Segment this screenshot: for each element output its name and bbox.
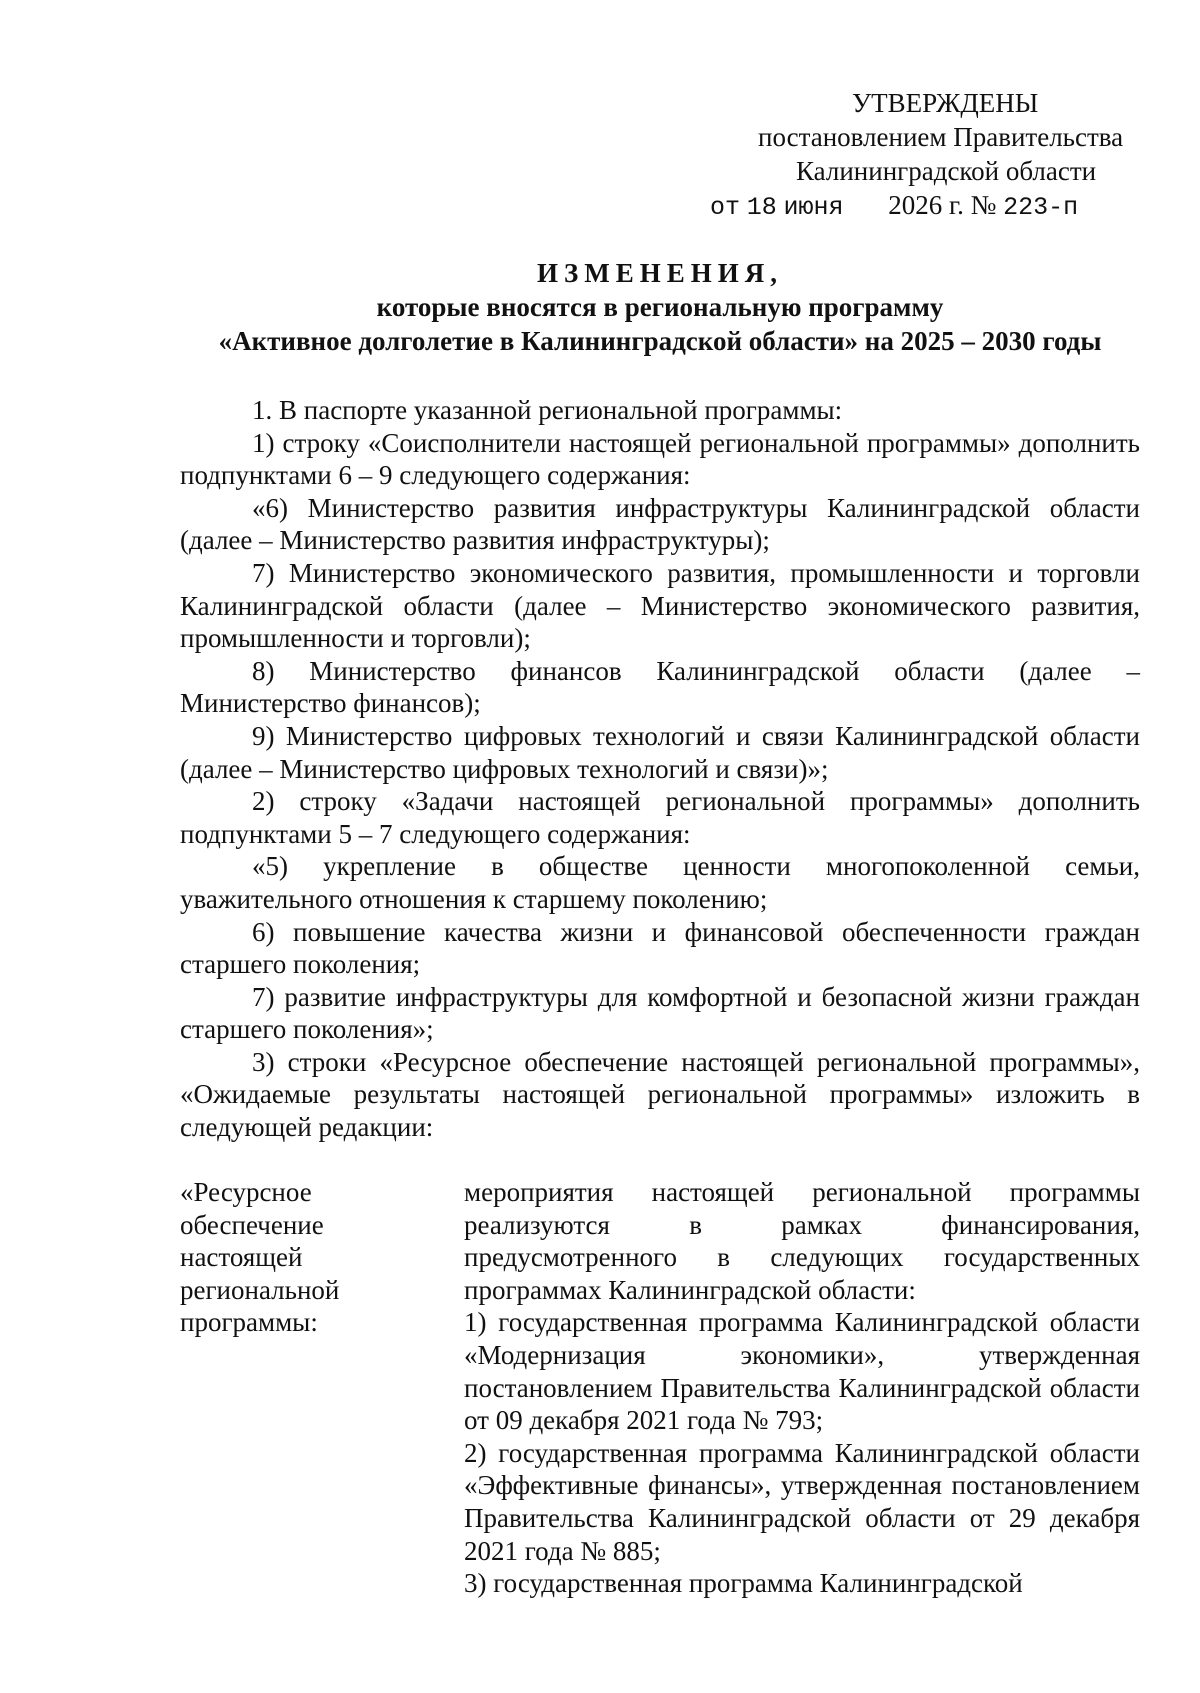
value-paragraph: 3) государственная программа Калининградской — [464, 1568, 1023, 1599]
date-year: 2026 г. № — [888, 190, 997, 220]
label-line: настоящей — [180, 1242, 303, 1273]
label-line: региональной — [180, 1274, 340, 1305]
heading-subtitle: которые вносятся в региональную программу — [376, 292, 944, 322]
value-paragraph: 2) государственная программа Калининградской области «Эффективные финансы», утвержденная постановлением Правительства Калининградской области от 29 декабря 2021 года № 885; — [464, 1437, 1140, 1566]
document-number: 223-п — [1003, 193, 1079, 222]
paragraph: «5) укрепление в обществе ценности многопоколенной семьи, уважительного отношения к старшему поколению; — [180, 851, 1140, 914]
paragraph: 8) Министерство финансов Калининградской области (далее – Министерство финансов); — [180, 655, 1140, 719]
approval-line: постановлением Правительства — [758, 122, 1124, 152]
heading-title: ИЗМЕНЕНИЯ, — [536, 258, 783, 288]
paragraph: «6) Министерство развития инфраструктуры Калининградской области (далее – Министерство развития инфраструктуры); — [180, 492, 1140, 556]
approval-block — [700, 86, 1130, 225]
document-heading — [180, 256, 1140, 358]
value-paragraph: 1) государственная программа Калининградской области «Модернизация экономики», утвержденная постановлением Правительства Калининградской области от 09 декабря 2021 года № 793; — [464, 1307, 1140, 1436]
value-paragraph: мероприятия настоящей региональной программы реализуются в рамках финансирования, предусмотренного в следующих государственных программах Калининградской области: — [464, 1177, 1140, 1305]
approval-date-line — [700, 188, 1130, 225]
label-line: «Ресурсное — [180, 1177, 312, 1207]
table-value-cell — [464, 1176, 1140, 1600]
paragraph: 1) строку «Соисполнители настоящей региональной программы» дополнить подпунктами 6 – 9 следующего содержания: — [180, 427, 1140, 491]
paragraph: 1. В паспорте указанной региональной программы: — [252, 395, 843, 425]
paragraph: 7) Министерство экономического развития, промышленности и торговли Калининградской области (далее – Министерство экономического развития, промышленности и торговли); — [180, 557, 1140, 654]
document-body — [180, 394, 1140, 1144]
label-line: обеспечение — [180, 1209, 324, 1240]
label-line: программы: — [180, 1307, 318, 1338]
date-prefix: от — [710, 193, 741, 222]
date-month: июня — [783, 193, 844, 222]
paragraph: 9) Министерство цифровых технологий и связи Калининградской области (далее – Министерство цифровых технологий и связи)»; — [180, 720, 1140, 784]
paragraph: 7) развитие инфраструктуры для комфортной и безопасной жизни граждан старшего поколения»; — [180, 981, 1140, 1045]
heading-subtitle: «Активное долголетие в Калининградской области» на 2025 – 2030 годы — [218, 326, 1102, 356]
approval-title: УТВЕРЖДЕНЫ — [852, 88, 1039, 118]
table-label-cell — [180, 1176, 450, 1600]
program-table-row — [180, 1176, 1140, 1600]
date-day: 18 — [746, 193, 777, 222]
paragraph: 2) строку «Задачи настоящей региональной программы» дополнить подпунктами 5 – 7 следующего содержания: — [180, 786, 1140, 849]
paragraph: 3) строки «Ресурсное обеспечение настоящей региональной программы», «Ожидаемые результаты настоящей региональной программы» изложить в следующей редакции: — [180, 1046, 1140, 1143]
approval-line: Калининградской области — [796, 156, 1097, 186]
paragraph: 6) повышение качества жизни и финансовой обеспеченности граждан старшего поколения; — [180, 916, 1140, 980]
